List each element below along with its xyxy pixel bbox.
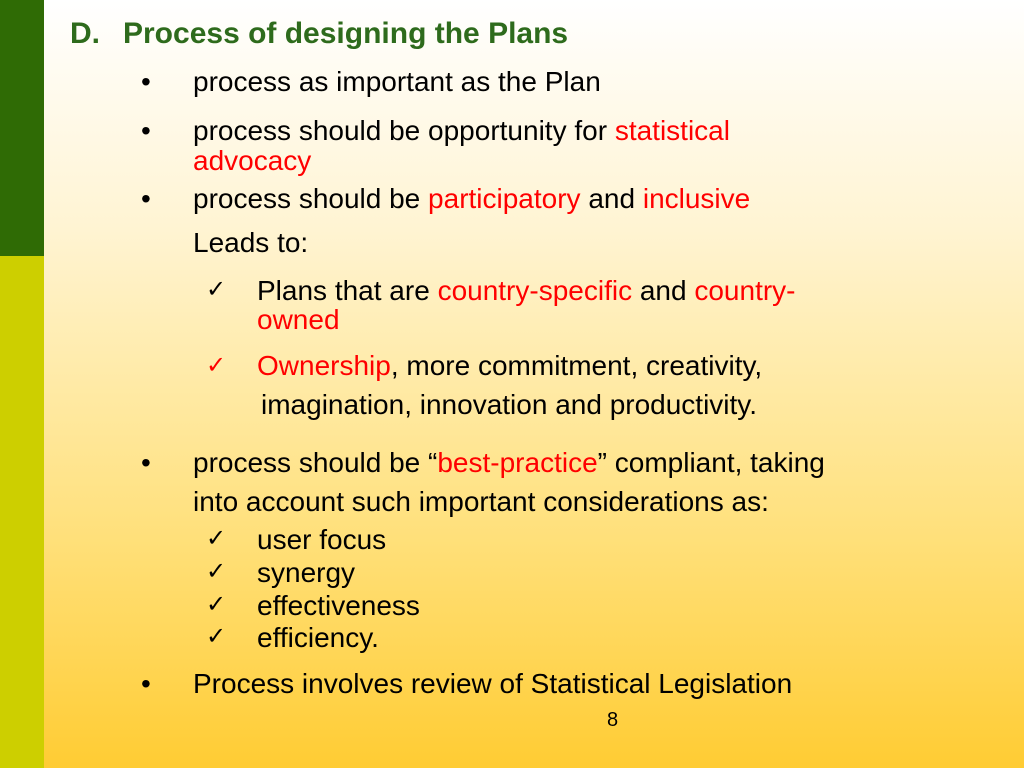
bullet-5-text: Process involves review of Statistical Legislation bbox=[193, 668, 793, 699]
bullet-dot: • bbox=[141, 668, 151, 699]
bullet-dot: • bbox=[141, 115, 151, 146]
bullet-1-text: process as important as the Plan bbox=[193, 66, 601, 97]
bullet-dot: • bbox=[141, 183, 151, 214]
bullet-2-continued: advocacy bbox=[193, 145, 312, 176]
sub-item-user-focus: user focus bbox=[257, 524, 387, 555]
check-2-emphasis: Ownership bbox=[257, 350, 391, 381]
sub-item-effectiveness: effectiveness bbox=[257, 590, 420, 621]
bullet-3-conjunction: and bbox=[580, 183, 643, 214]
bullet-4-emphasis: best-practice bbox=[437, 447, 598, 478]
sub-item-synergy: synergy bbox=[257, 557, 356, 588]
slide-title bbox=[70, 17, 568, 51]
check-1-plain: Plans that are bbox=[257, 275, 438, 306]
bullet-4-text bbox=[193, 447, 825, 479]
check-icon: ✓ bbox=[206, 558, 227, 585]
check-2-continued: imagination, innovation and productivity. bbox=[261, 389, 758, 420]
bullet-4-plain: process should be “ bbox=[193, 447, 438, 478]
bullet-3-plain: process should be bbox=[193, 183, 429, 214]
check-icon-red: ✓ bbox=[206, 352, 227, 379]
check-1-emphasis-1: country-specific bbox=[437, 275, 633, 306]
check-1-conjunction: and bbox=[632, 275, 695, 306]
check-1-text bbox=[257, 275, 796, 307]
check-2-text bbox=[257, 350, 762, 382]
left-bar-yellow-green bbox=[0, 256, 44, 768]
check-icon: ✓ bbox=[206, 591, 227, 618]
check-icon: ✓ bbox=[206, 525, 227, 552]
check-icon: ✓ bbox=[206, 623, 227, 650]
bullet-2-emphasis: statistical bbox=[614, 115, 730, 146]
bullet-4-plain-2: ” compliant, taking bbox=[597, 447, 825, 478]
bullet-3-text bbox=[193, 183, 750, 215]
leads-to-label: Leads to: bbox=[193, 227, 309, 258]
sub-item-efficiency: efficiency. bbox=[257, 622, 379, 653]
bullet-dot: • bbox=[141, 66, 151, 97]
check-1-continued: owned bbox=[257, 304, 340, 335]
check-1-emphasis-2: country- bbox=[694, 275, 796, 306]
bullet-3-emphasis-2: inclusive bbox=[642, 183, 751, 214]
title-text: Process of designing the Plans bbox=[123, 17, 569, 50]
bullet-2-plain: process should be opportunity for bbox=[193, 115, 615, 146]
bullet-2-text bbox=[193, 115, 730, 147]
left-bar-dark-green bbox=[0, 0, 44, 256]
bullet-dot: • bbox=[141, 447, 151, 478]
bullet-4-continued: into account such important considerations as: bbox=[193, 486, 769, 517]
page-number: 8 bbox=[607, 709, 619, 731]
bullet-3-emphasis-1: participatory bbox=[428, 183, 581, 214]
check-2-plain: , more commitment, creativity, bbox=[390, 350, 763, 381]
title-letter: D. bbox=[70, 17, 100, 50]
check-icon: ✓ bbox=[206, 276, 227, 303]
